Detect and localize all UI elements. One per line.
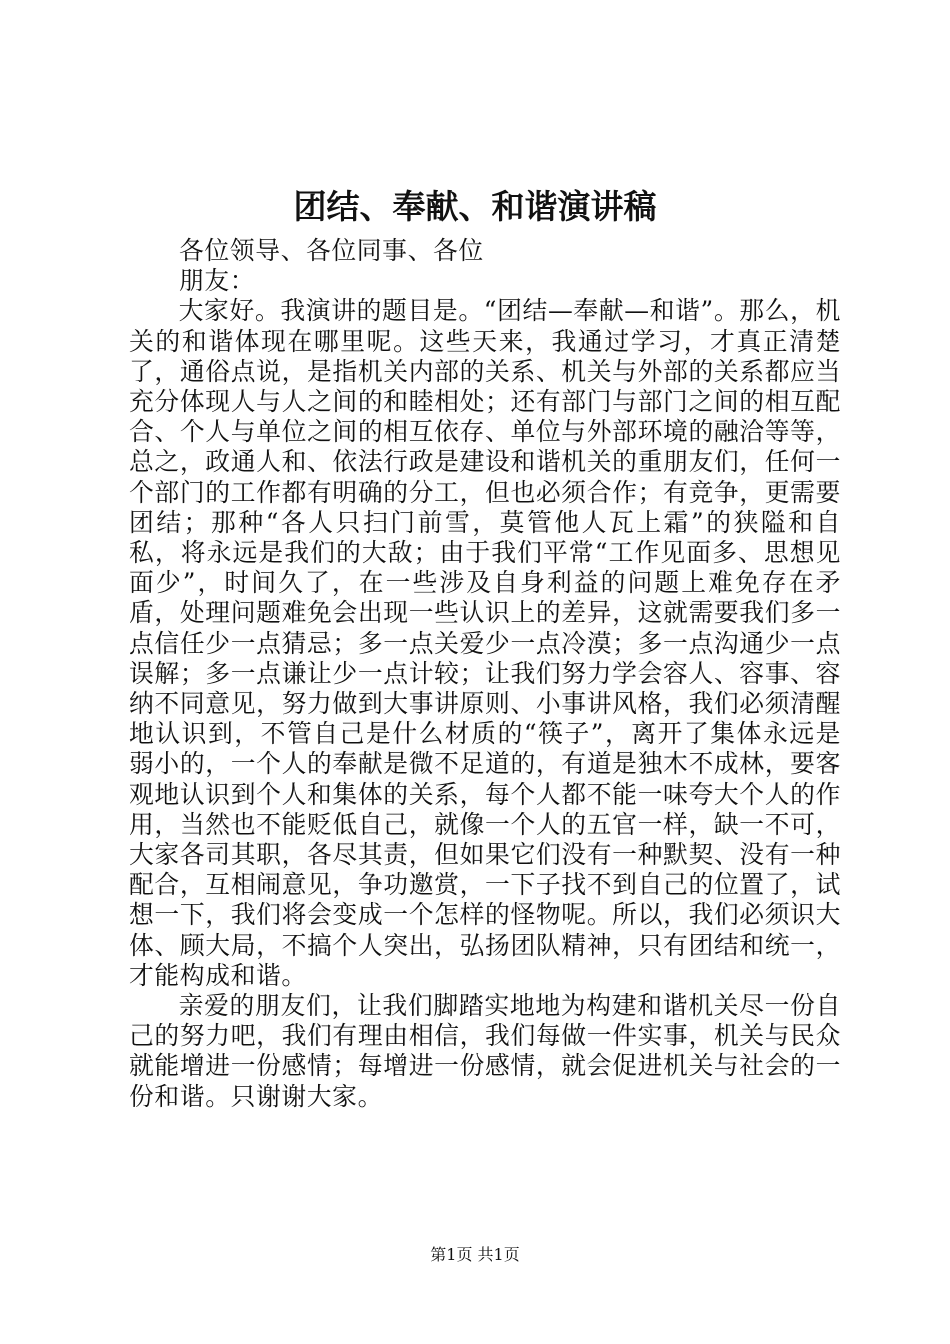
page-footer: 第1页 共1页 [430, 1245, 520, 1264]
body-paragraph: 亲爱的朋友们，让我们脚踏实地地为构建和谐机关尽一份自己的努力吧，我们有理由相信，我们每做一件实事，机关与民众就能增进一份感情；每增进一份感情，就会促进机关与社会的一份和谐。只谢谢大家。 [129, 991, 841, 1111]
body-paragraph: 大家好。我演讲的题目是。“团结—奉献—和谐”。那么，机关的和谐体现在哪里呢。这些天来，我通过学习，才真正清楚了，通俗点说，是指机关内部的关系、机关与外部的关系都应当充分体现人与人之间的和睦相处；还有部门与部门之间的相互配合、个人与单位之间的相互依存、单位与外部环境的融洽等等，总之，政通人和、依法行政是建设和谐机关的重朋友们，任何一个部门的工作都有明确的分工，但也必须合作；有竞争，更需要团结；那种“各人只扫门前雪，莫管他人瓦上霜”的狭隘和自私，将永远是我们的大敌；由于我们平常“工作见面多、思想见面少”，时间久了，在一些涉及自身利益的问题上难免存在矛盾，处理问题难免会出现一些认识上的差异，这就需要我们多一点信任少一点猜忌；多一点关爱少一点冷漠；多一点沟通少一点误解；多一点谦让少一点计较；让我们努力学会容人、容事、容纳不同意见，努力做到大事讲原则、小事讲风格，我们必须清醒地认识到，不管自己是什么材质的“筷子”，离开了集体永远是弱小的，一个人的奉献是微不足道的，有道是独木不成林，要客观地认识到个人和集体的关系，每个人都不能一味夸大个人的作用，当然也不能贬低自己，就像一个人的五官一样，缺一不可，大家各司其职，各尽其责，但如果它们没有一种默契、没有一种配合，互相闹意见，争功邀赏，一下子找不到自己的位置了，试想一下，我们将会变成一个怎样的怪物呢。所以，我们必须识大体、顾大局，不搞个人突出，弘扬团队精神，只有团结和统一，才能构成和谐。 [129, 296, 841, 990]
document-title: 团结、奉献、和谐演讲稿 [293, 187, 657, 226]
salutation: 各位领导、各位同事、各位朋友： [179, 236, 484, 296]
document-body [129, 236, 841, 1112]
